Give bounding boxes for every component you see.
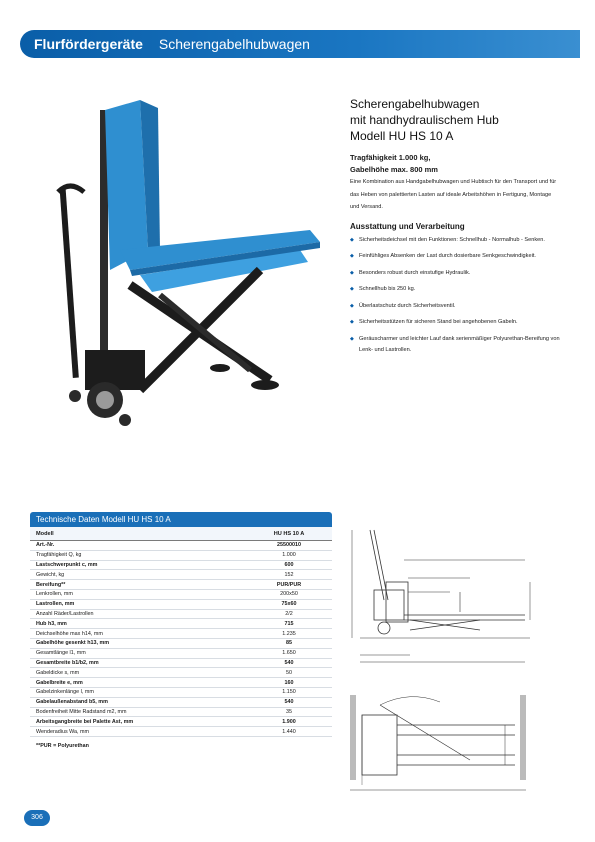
- row-label: Deichselhöhe max h14, mm: [36, 630, 103, 637]
- row-label: Gewicht, kg: [36, 571, 65, 578]
- row-value: PUR/PUR: [276, 581, 302, 588]
- feature-item: ◆ Besonders robust durch einstufige Hydraulik.: [350, 268, 560, 280]
- row-value: 2/2: [285, 610, 293, 617]
- row-label: Gesamtlänge l1, mm: [36, 650, 86, 657]
- table-row: [30, 698, 332, 708]
- feature-item: ◆ Geräuscharmer und leichter Lauf dank serienmäßiger Polyurethan-Bereifung von Lenk- und Lastrollen.: [350, 334, 560, 357]
- row-value: 540: [284, 659, 294, 666]
- table-row: [30, 570, 332, 580]
- table-row: [30, 659, 332, 669]
- row-value: 1.000: [282, 552, 296, 559]
- row-label: Gabelhöhe gesenkt h13, mm: [36, 640, 110, 647]
- product-title-3: Modell HU HS 10 A: [350, 129, 454, 143]
- feature-item: ◆ Schnellhub bis 250 kg.: [350, 284, 560, 296]
- features-list: [350, 235, 560, 357]
- row-value: 75x60: [281, 601, 297, 608]
- row-label: Tragfähigkeit Q, kg: [36, 552, 82, 559]
- header-category: Flurfördergeräte: [34, 36, 143, 52]
- row-value: 1.235: [282, 630, 296, 637]
- top-view-drawing: [340, 690, 540, 810]
- row-value: 25500010: [277, 542, 301, 549]
- spec-table-title: Technische Daten Modell HU HS 10 A: [30, 512, 332, 527]
- row-label: Anzahl Räder/Lastrollen: [36, 610, 94, 617]
- row-label: Gabeldicke s, mm: [36, 669, 80, 676]
- table-row: [30, 590, 332, 600]
- intro-text: Eine Kombination aus Handgabelhubwagen und Hubtisch für den Transport und für das Heben von palettierten Lasten auf ideale Arbeitshöhen in Fertigung, Montage und Versand.: [350, 179, 557, 210]
- feature-item: ◆ Überlastschutz durch Sicherheitsventil.: [350, 301, 560, 313]
- row-value: 1.440: [282, 728, 296, 735]
- row-label: Hub h3, mm: [36, 620, 67, 627]
- row-value: 600: [284, 561, 294, 568]
- row-label: Lastrollen, mm: [36, 601, 75, 608]
- row-label: Bereifung**: [36, 581, 66, 588]
- feature-item: ◆ Sicherheitsdeichsel mit den Funktionen: Schnellhub - Normalhub - Senken.: [350, 235, 560, 247]
- table-row: [30, 600, 332, 610]
- spec-table-header: [30, 527, 332, 541]
- row-value: 1.900: [282, 718, 296, 725]
- table-row: [30, 668, 332, 678]
- row-label: Gesamtbreite b1/b2, mm: [36, 659, 99, 666]
- row-label: Gabelzinkenlänge l, mm: [36, 689, 94, 696]
- table-row: [30, 580, 332, 590]
- table-row: [30, 629, 332, 639]
- table-row: [30, 717, 332, 727]
- spec-rows: [30, 541, 332, 737]
- feature-item: ◆ Sicherheitsstützen für sicheren Stand bei angehobenen Gabeln.: [350, 317, 560, 329]
- row-value: 160: [284, 679, 294, 686]
- table-row: [30, 561, 332, 571]
- table-row: [30, 708, 332, 718]
- row-value: 152: [284, 571, 294, 578]
- table-row: [30, 727, 332, 737]
- table-row: [30, 541, 332, 551]
- row-value: 1.650: [282, 650, 296, 657]
- table-row: [30, 688, 332, 698]
- row-label: Gabelbreite e, mm: [36, 679, 83, 686]
- product-title-2: mit handhydraulischem Hub: [350, 113, 499, 127]
- col-value: HU HS 10 A: [273, 530, 305, 537]
- page-header: [20, 30, 580, 58]
- fork-height-text: Gabelhöhe max. 800 mm: [350, 165, 438, 174]
- page-number: 306: [24, 810, 50, 826]
- row-label: Wenderadius Wa, mm: [36, 728, 90, 735]
- side-view-drawing: [340, 520, 540, 670]
- table-note: **PUR = Polyurethan: [36, 742, 89, 749]
- row-label: Gabelaußenabstand b5, mm: [36, 699, 108, 706]
- row-label: Arbeitsgangbreite bei Palette Ast, mm: [36, 718, 134, 725]
- row-value: 715: [284, 620, 294, 627]
- row-value: 540: [284, 699, 294, 706]
- row-value: 1.150: [282, 689, 296, 696]
- row-label: Lenkrollen, mm: [36, 591, 73, 598]
- row-label: Art.-Nr.: [36, 542, 55, 549]
- row-value: 50: [286, 669, 292, 676]
- row-value: 35: [286, 708, 292, 715]
- col-model: Modell: [36, 530, 54, 537]
- capacity-text: Tragfähigkeit 1.000 kg,: [350, 153, 431, 162]
- spec-table: [30, 512, 332, 749]
- table-row: [30, 678, 332, 688]
- table-row: [30, 610, 332, 620]
- table-row: [30, 619, 332, 629]
- header-subtitle: Scherengabelhubwagen: [158, 36, 310, 52]
- row-value: 85: [286, 640, 292, 647]
- table-row: [30, 639, 332, 649]
- features-title: Ausstattung und Verarbeitung: [350, 221, 465, 231]
- table-row: [30, 649, 332, 659]
- feature-item: ◆ Feinfühliges Absenken der Last durch dosierbare Senkgeschwindigkeit.: [350, 251, 560, 263]
- product-title-1: Scherengabelhubwagen: [350, 97, 480, 111]
- product-info: [350, 96, 560, 362]
- product-photo: [40, 100, 330, 440]
- row-label: Bodenfreiheit Mitte Radstand m2, mm: [36, 708, 127, 715]
- table-row: [30, 551, 332, 561]
- row-value: 200x50: [280, 591, 298, 598]
- row-label: Lastschwerpunkt c, mm: [36, 561, 98, 568]
